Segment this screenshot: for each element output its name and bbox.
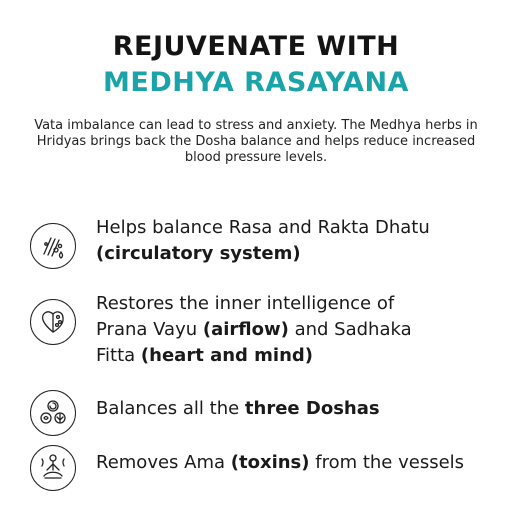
- feature-text: Helps balance Rasa and Rakta Dhatu (circulatory system): [96, 217, 430, 264]
- feature-text: Restores the inner intelligence of Prana Vayu (airflow) and Sadhaka Fitta (heart and mind): [96, 293, 412, 366]
- three-doshas-icon: [30, 390, 76, 436]
- title-line-2: MEDHYA RASAYANA: [103, 67, 409, 98]
- meditating-person-icon: [30, 445, 76, 491]
- feature-text: Removes Ama (toxins) from the vessels: [96, 452, 465, 473]
- title-line-1: REJUVENATE WITH: [112, 31, 400, 62]
- description: Vata imbalance can lead to stress and anxiety. The Medhya herbs in Hridyas brings back the Dosha balance and helps reduce increased blood pressure levels.: [34, 118, 478, 165]
- feature-text: Balances all the three Doshas: [96, 398, 380, 419]
- blood-flow-icon: [30, 223, 76, 269]
- heart-brain-icon: [30, 299, 76, 345]
